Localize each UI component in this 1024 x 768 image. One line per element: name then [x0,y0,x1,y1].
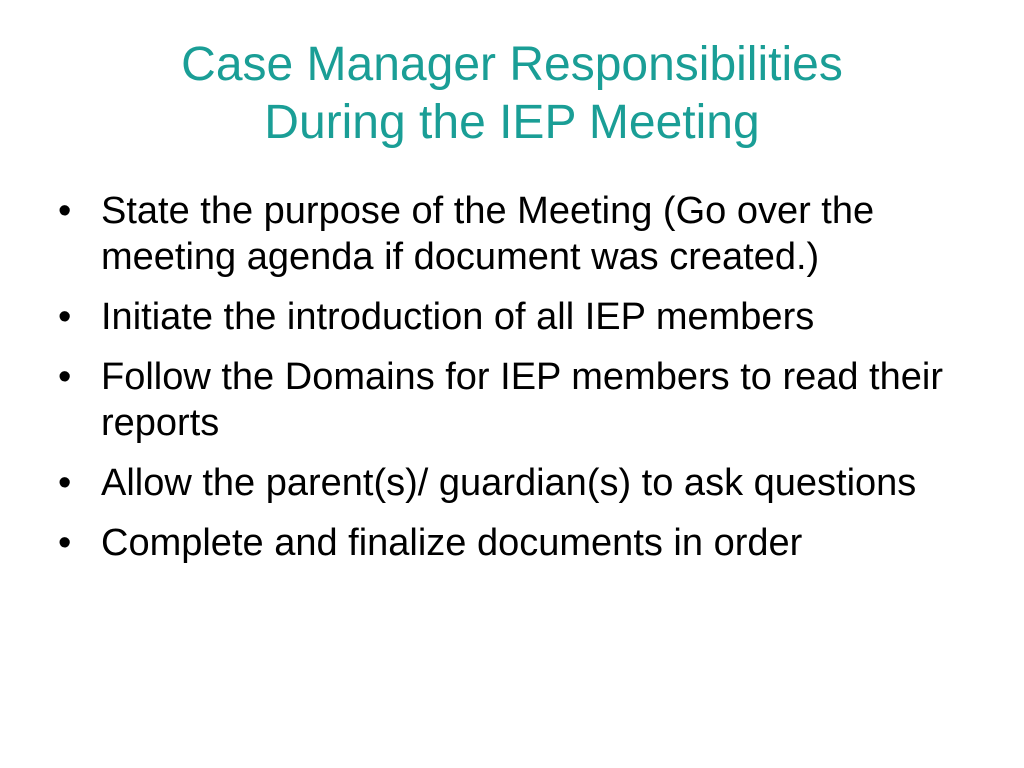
bullet-text: Initiate the introduction of all IEP members [101,296,815,338]
bullet-text: Allow the parent(s)/ guardian(s) to ask questions [101,462,917,504]
bullet-item [58,520,978,566]
bullet-text: State the purpose of the Meeting (Go over the meeting agenda if document was created.) [101,190,875,278]
bullet-text: Follow the Domains for IEP members to read their reports [101,356,943,444]
bullet-item [58,294,978,340]
bullet-dot-icon: • [58,296,72,338]
slide-title-line-1: Case Manager Responsibilities [181,38,843,91]
slide-title [0,36,1024,152]
bullet-dot-icon: • [58,462,72,504]
bullet-text: Complete and finalize documents in order [101,522,803,564]
slide-title-line-2: During the IEP Meeting [264,96,760,149]
bullet-item [58,188,978,280]
bullet-list [58,188,978,580]
bullet-item [58,354,978,446]
bullet-dot-icon: • [58,356,72,398]
bullet-dot-icon: • [58,522,72,564]
bullet-dot-icon: • [58,190,72,232]
bullet-item [58,460,978,506]
